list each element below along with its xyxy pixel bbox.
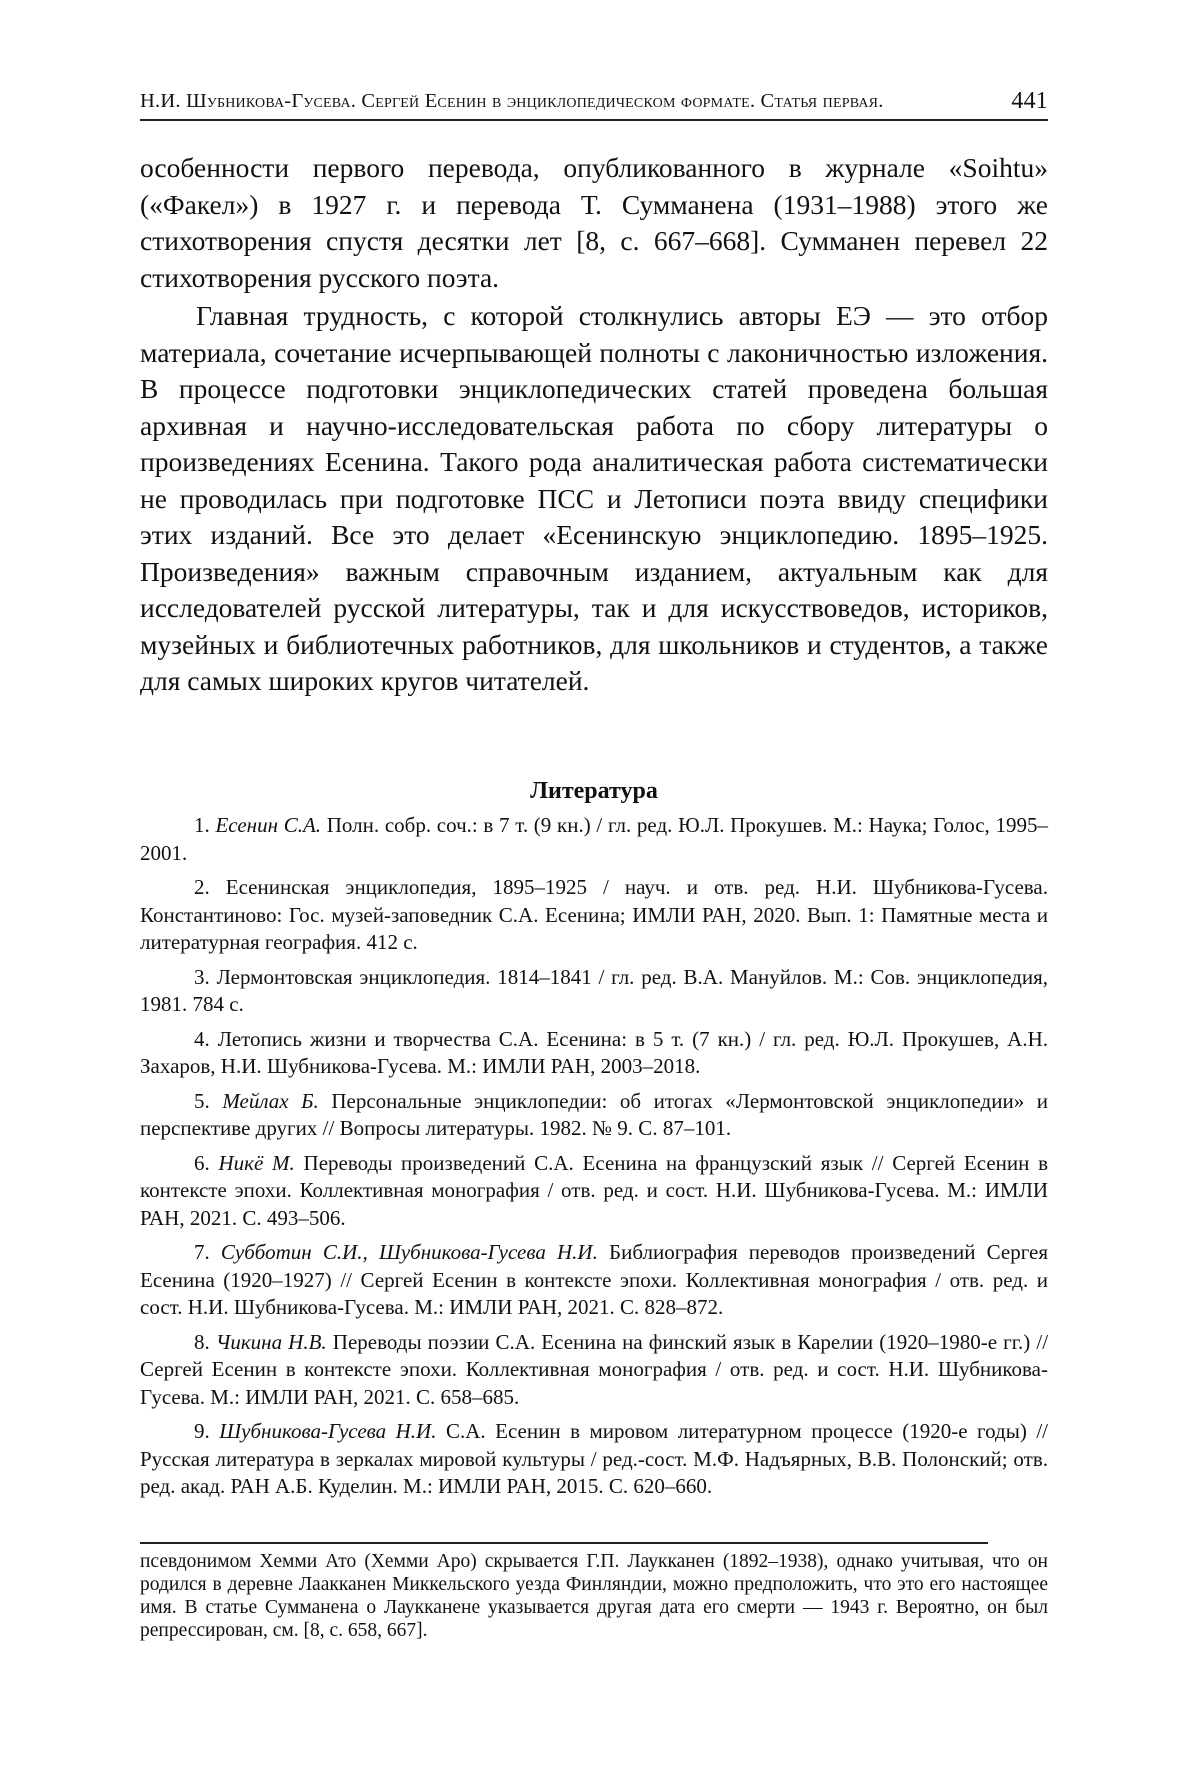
references-title: Литература bbox=[530, 778, 658, 804]
footnote: псевдонимом Хемми Ато (Хемми Аро) скрывается Г.П. Лаукканен (1892–1938), однако учитывая, что он родился в деревне Лаакканен Миккельского уезда Финляндии, можно предположить, что это его настоящее имя. В статье Сумманена о Лаукканене указывается другая дата его смерти — 1943 г. Вероятно, он был репрессирован, см. [8, с. 658, 667]. bbox=[140, 1551, 1048, 1641]
reference-item bbox=[140, 874, 1048, 957]
reference-number: 2. bbox=[194, 875, 210, 899]
reference-author: Шубникова-Гусева Н.И. bbox=[219, 1419, 437, 1443]
reference-number: 5. bbox=[194, 1088, 210, 1113]
reference-item bbox=[140, 1418, 1048, 1501]
reference-author: Субботин С.И., Шубникова-Гусева Н.И. bbox=[220, 1240, 598, 1264]
references-list bbox=[140, 812, 1048, 1508]
reference-number: 1. bbox=[194, 813, 210, 837]
running-header bbox=[140, 86, 1048, 121]
reference-text: Полн. собр. соч.: в 7 т. (9 кн.) / гл. ред. Ю.Л. Прокушев. М.: Наука; Голос, 1995–2001. bbox=[140, 813, 1049, 865]
reference-item bbox=[140, 1150, 1048, 1233]
paragraph-1: особенности первого перевода, опубликованного в журнале «Soihtu» («Факел») в 1927 г. и перевода Т. Сумманена (1931–1988) этого же стихотворения спустя десятки лет [8, с. 667–668]. Сумманен перевел 22 стихотворения русского поэта. bbox=[140, 152, 1048, 293]
reference-item bbox=[140, 1088, 1048, 1143]
paragraph-2: Главная трудность, с которой столкнулись авторы ЕЭ — это отбор материала, сочетание исчерпывающей полноты с лаконичностью изложения. В процессе подготовки энциклопедических статей проведена большая архивная и научно-исследовательская работа по сбору литературы о произведениях Есенина. Такого рода аналитическая работа систематически не проводилась при подготовке ПСС и Летописи поэта ввиду специфики этих изданий. Все это делает «Есенинскую энциклопедию. 1895–1925. Произведения» важным справочным изданием, актуальным как для исследователей русской литературы, так и для искусствоведов, историков, музейных и библиотечных работников, для школьников и студентов, а также для самых широких кругов читателей. bbox=[140, 300, 1048, 696]
reference-text: Переводы произведений С.А. Есенина на французский язык // Сергей Есенин в контексте эпохи. Коллективная монография / отв. ред. и сост. Н.И. Шубникова-Гусева. М.: ИМЛИ РАН, 2021. С. 493–506. bbox=[140, 1150, 1049, 1230]
reference-number: 8. bbox=[194, 1329, 210, 1354]
reference-item bbox=[140, 1239, 1048, 1322]
reference-text: С.А. Есенин в мировом литературном процессе (1920-е годы) // Русская литература в зеркалах мировой культуры / ред.-сост. М.Ф. Надъярных, В.В. Полонский; отв. ред. акад. РАН А.Б. Куделин. М.: ИМЛИ РАН, 2015. С. 620–660. bbox=[140, 1419, 1048, 1498]
reference-item bbox=[140, 1026, 1048, 1081]
reference-number: 9. bbox=[194, 1419, 210, 1443]
main-text bbox=[140, 150, 1048, 700]
reference-author: Есенин С.А. bbox=[215, 813, 322, 837]
reference-author: Мейлах Б. bbox=[222, 1088, 319, 1113]
reference-item bbox=[140, 1329, 1048, 1412]
reference-item bbox=[140, 812, 1048, 867]
page-number: 441 bbox=[1011, 88, 1048, 114]
reference-text: Персональные энциклопедии: об итогах «Лермонтовской энциклопедии» и перспективе других // Вопросы литературы. 1982. № 9. С. 87–101. bbox=[140, 1088, 1049, 1140]
footnote-divider bbox=[140, 1542, 988, 1544]
reference-text: Есенинская энциклопедия, 1895–1925 / науч. и отв. ред. Н.И. Шубникова-Гусева. Константиново: Гос. музей-заповедник С.А. Есенина; ИМЛИ РАН, 2020. Вып. 1: Памятные места и литературная география. 412 с. bbox=[140, 875, 1049, 954]
reference-text: Лермонтовская энциклопедия. 1814–1841 / гл. ред. В.А. Мануйлов. М.: Сов. энциклопедия, 1981. 784 с. bbox=[140, 964, 1048, 1016]
reference-author: Чикина Н.В. bbox=[215, 1329, 327, 1354]
reference-number: 3. bbox=[194, 964, 210, 989]
reference-number: 4. bbox=[194, 1026, 210, 1051]
reference-item bbox=[140, 964, 1048, 1019]
reference-text: Летопись жизни и творчества С.А. Есенина: в 5 т. (7 кн.) / гл. ред. Ю.Л. Прокушев, А.Н. Захаров, Н.И. Шубникова-Гусева. М.: ИМЛИ РАН, 2003–2018. bbox=[140, 1026, 1048, 1078]
reference-number: 7. bbox=[194, 1240, 210, 1264]
reference-author: Никё М. bbox=[218, 1150, 295, 1175]
running-title: Н.И. Шубникова-Гусева. Сергей Есенин в энциклопедическом формате. Статья первая. bbox=[140, 90, 884, 112]
reference-text: Переводы поэзии С.А. Есенина на финский язык в Карелии (1920–1980-е гг.) // Сергей Есенин в контексте эпохи. Коллективная монография / отв. ред. и сост. Н.И. Шубникова-Гусева. М.: ИМЛИ РАН, 2021. С. 658–685. bbox=[140, 1329, 1049, 1409]
reference-number: 6. bbox=[194, 1150, 210, 1175]
reference-text: Библиография переводов произведений Сергея Есенина (1920–1927) // Сергей Есенин в контексте эпохи. Коллективная монография / отв. ред. и сост. Н.И. Шубникова-Гусева. М.: ИМЛИ РАН, 2021. С. 828–872. bbox=[140, 1240, 1049, 1319]
